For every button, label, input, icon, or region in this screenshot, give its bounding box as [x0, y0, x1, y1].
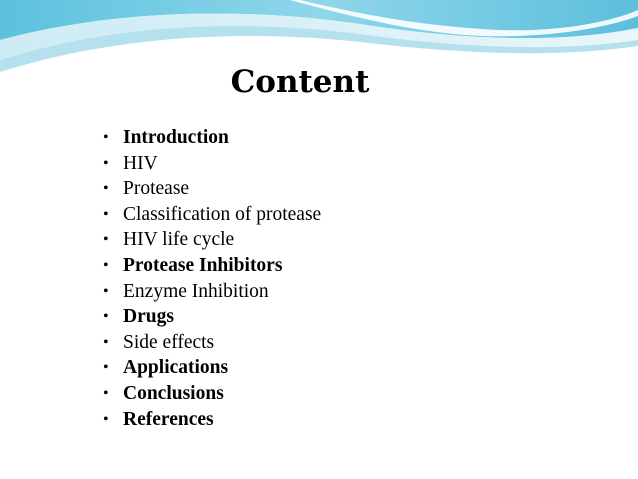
- list-item: • Applications: [103, 355, 321, 381]
- content-list: [103, 125, 321, 432]
- list-item: • Protease Inhibitors: [103, 253, 321, 279]
- list-item: • Enzyme Inhibition: [103, 279, 321, 305]
- bullet-dot-icon: •: [103, 333, 109, 351]
- list-item: • Classification of protease: [103, 202, 321, 228]
- list-item: • Conclusions: [103, 381, 321, 407]
- bullet-dot-icon: •: [103, 410, 109, 428]
- bullet-dot-icon: •: [103, 308, 109, 326]
- list-item: • Side effects: [103, 330, 321, 356]
- list-item: • HIV: [103, 151, 321, 177]
- bullet-dot-icon: •: [103, 282, 109, 300]
- bullet-dot-icon: •: [103, 129, 109, 146]
- list-item: • Introduction: [103, 125, 321, 151]
- bullet-dot-icon: •: [103, 359, 109, 377]
- bullet-dot-icon: •: [103, 231, 109, 249]
- slide-title: Content: [230, 64, 370, 100]
- list-item: • Drugs: [103, 304, 321, 330]
- bullet-dot-icon: •: [103, 154, 109, 172]
- list-item: • References: [103, 407, 321, 433]
- list-item: • HIV life cycle: [103, 227, 321, 253]
- bullet-dot-icon: •: [103, 180, 109, 198]
- bullet-dot-icon: •: [103, 256, 109, 274]
- bullet-dot-icon: •: [103, 205, 109, 223]
- bullet-dot-icon: •: [103, 384, 109, 402]
- list-item: • Protease: [103, 176, 321, 202]
